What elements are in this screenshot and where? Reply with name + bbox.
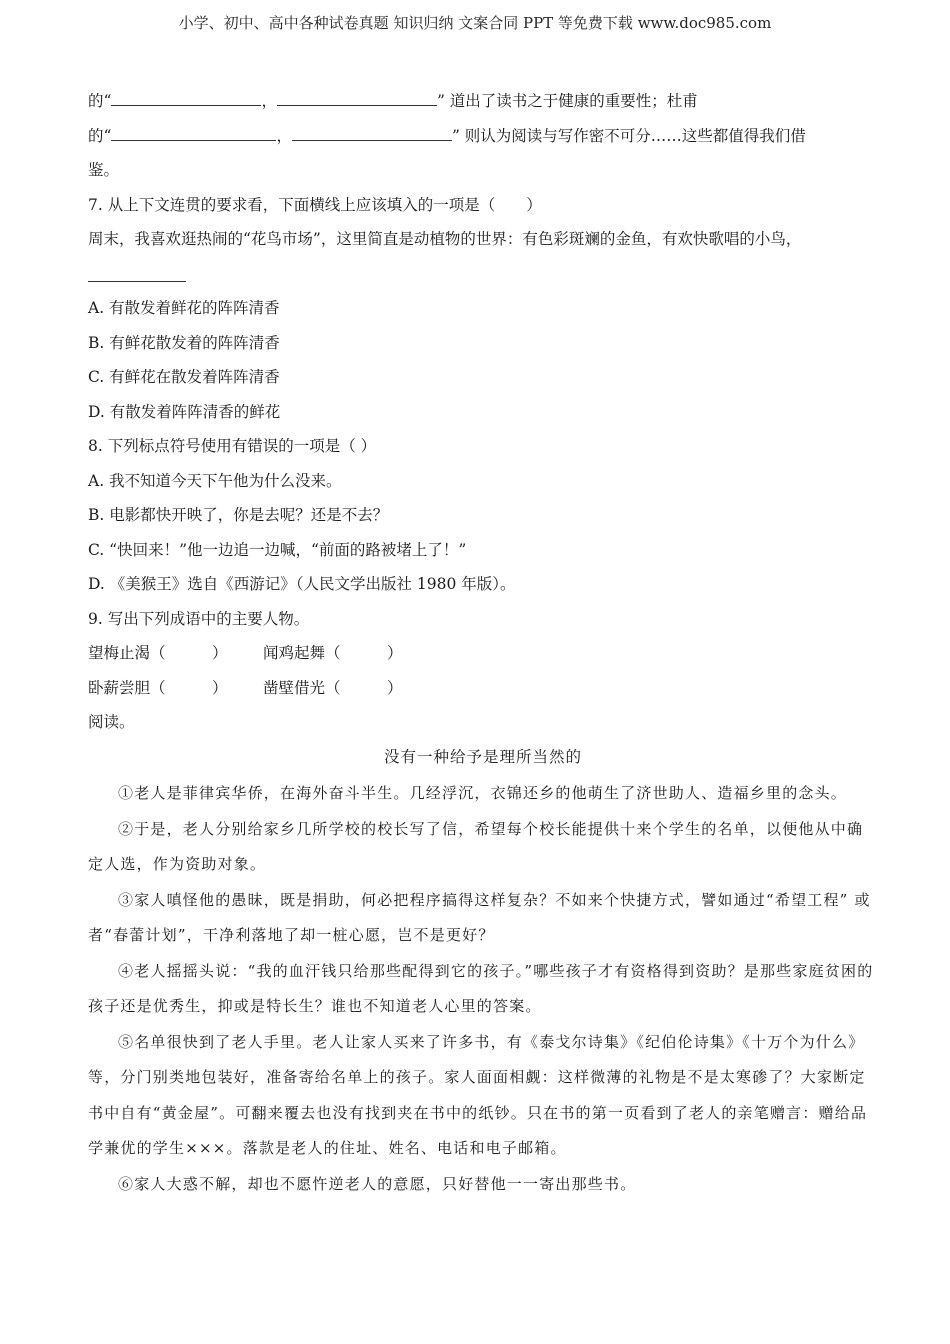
reading-paragraph-3: ③家人嗔怪他的愚昧，既是捐助，何必把程序搞得这样复杂？不如来个快捷方式，譬如通过“希望工程” 或者“春蕾计划”，干净利落地了却一桩心愿，岂不是更好？ [88, 890, 871, 944]
q7-context: 周末，我喜欢逛热闹的“花鸟市场”，这里简直是动植物的世界：有色彩斑斓的金鱼，有欢快歌唱的小鸟， [88, 230, 802, 248]
reading-label: 阅读。 [88, 713, 135, 731]
reading-paragraph-6: ⑥家人大惑不解，却也不愿忤逆老人的意愿，只好替他一一寄出那些书。 [118, 1174, 637, 1193]
q9-idiom-row-1 [88, 636, 878, 671]
q6-line2-prefix: 的“ [88, 126, 112, 145]
reading-title: 没有一种给予是理所当然的 [383, 747, 582, 766]
answer-blank[interactable] [88, 263, 186, 282]
answer-blank[interactable] [111, 87, 261, 106]
idiom-item: 望梅止渴（ ） [88, 644, 228, 662]
answer-blank[interactable] [277, 87, 437, 106]
q8-option-a: A. 我不知道今天下午他为什么没来。 [88, 471, 342, 490]
idiom-item: 卧薪尝胆（ ） [88, 678, 228, 697]
q6-line-2 [88, 119, 878, 154]
document-body [88, 84, 878, 1202]
q8-option-b: B. 电影都快开映了，你是去呢？还是不去？ [88, 506, 389, 524]
q7-stem: 7. 从上下文连贯的要求看，下面横线上应该填入的一项是（ ） [88, 195, 542, 214]
q9-stem: 9. 写出下列成语中的主要人物。 [88, 609, 310, 628]
q8-option-c: C. “快回来！”他一边追一边喊，“前面的路被堵上了！” [88, 540, 467, 559]
q6-line1-suffix: ” 道出了读书之于健康的重要性；杜甫 [436, 92, 698, 110]
q7-blank-line [88, 257, 878, 292]
reading-paragraph-2: ②于是，老人分别给家乡几所学校的校长写了信，希望每个校长能提供十来个学生的名单，以便他从中确定人选，作为资助对象。 [88, 819, 864, 873]
idiom-item: 凿壁借光（ ） [263, 678, 403, 697]
q6-line-3: 鉴。 [88, 161, 120, 179]
q9-idiom-row-2 [88, 671, 878, 706]
q6-line1-sep: ， [261, 92, 277, 110]
q7-option-c: C. 有鲜花在散发着阵阵清香 [88, 368, 280, 386]
q6-line1-prefix: 的“ [88, 92, 112, 110]
q8-option-d: D. 《美猴王》选自《西游记》（人民文学出版社 1980 年版）。 [88, 575, 516, 593]
page-header: 小学、初中、高中各种试卷真题 知识归纳 文案合同 PPT 等免费下载 www.doc985.com [178, 14, 772, 32]
q8-stem: 8. 下列标点符号使用有错误的一项是（ ） [88, 437, 377, 455]
q6-line-1 [88, 84, 878, 119]
reading-paragraph-5: ⑤名单很快到了老人手里。老人让家人买来了许多书，有《泰戈尔诗集》《纪伯伦诗集》《十万个为什么》等，分门别类地包装好，准备寄给名单上的孩子。家人面面相觑：这样微薄的礼物是不是太寒碜了？大家断定书中自有“黄金屋”。可翻来覆去也没有找到夹在书中的纸钞。只在书的第一页看到了老人的亲笔赠言：赠给品学兼优的学生×××。落款是老人的住址、姓名、电话和电子邮箱。 [88, 1032, 868, 1157]
answer-blank[interactable] [111, 122, 276, 141]
q7-option-a: A. 有散发着鲜花的阵阵清香 [88, 299, 280, 317]
reading-paragraph-1: ①老人是菲律宾华侨，在海外奋斗半生。几经浮沉，衣锦还乡的他萌生了济世助人、造福乡里的念头。 [118, 784, 848, 802]
idiom-item: 闻鸡起舞（ ） [263, 644, 403, 662]
q6-line2-suffix: ” 则认为阅读与写作密不可分……这些都值得我们借 [451, 126, 806, 145]
q7-option-b: B. 有鲜花散发着的阵阵清香 [88, 333, 280, 352]
q6-line2-sep: ， [276, 126, 292, 145]
q7-option-d: D. 有散发着阵阵清香的鲜花 [88, 402, 281, 421]
reading-paragraph-4: ④老人摇摇头说：“我的血汗钱只给那些配得到它的孩子。”哪些孩子才有资格得到资助？是那些家庭贫困的孩子还是优秀生，抑或是特长生？谁也不知道老人心里的答案。 [88, 961, 874, 1015]
answer-blank[interactable] [292, 122, 452, 141]
